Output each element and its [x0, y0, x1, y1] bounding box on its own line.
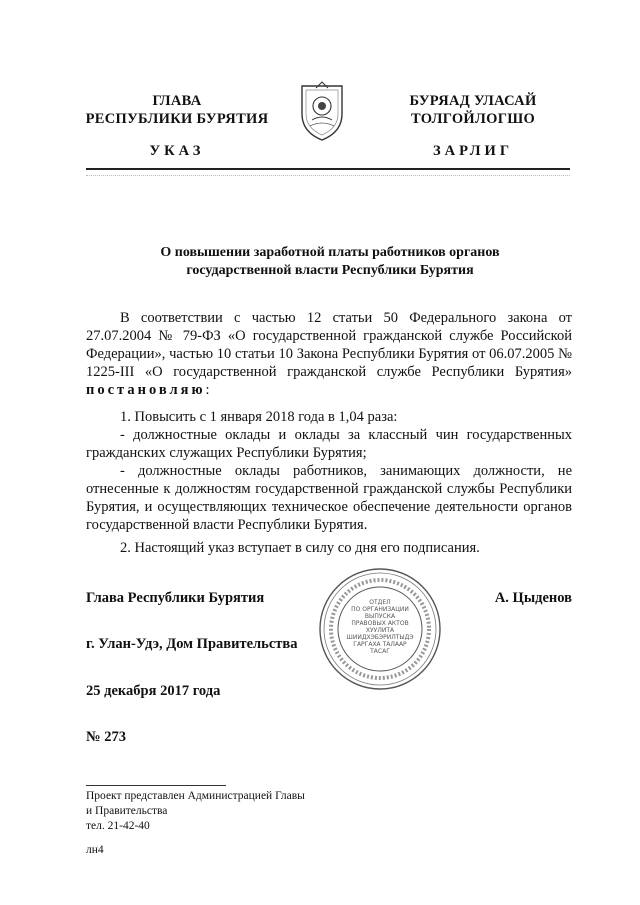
document-title: [100, 244, 560, 280]
stamp-line: ПО ОРГАНИЗАЦИИ: [351, 606, 409, 613]
stamp-line: ТАСАГ: [370, 648, 390, 655]
decree-colon: :: [205, 382, 210, 398]
footer-line1: Проект представлен Администрацией Главы: [86, 790, 305, 802]
document-title-line2: государственной власти Республики Бурятия: [186, 263, 474, 278]
item-1: 1. Повысить с 1 января 2018 года в 1,04 раза:: [120, 409, 398, 425]
document-title-line1: О повышении заработной платы работников органов: [160, 245, 500, 260]
signature-position: Глава Республики Бурятия: [86, 590, 265, 606]
stamp-line: ШИИДХЭБЭРИЛТЫДЭ: [346, 634, 414, 641]
header-left-doc-type: УКАЗ: [149, 143, 205, 159]
header-dotted-line: [86, 175, 570, 176]
header-left-title: ГЛАВА: [152, 93, 202, 109]
preamble-text: В соответствии с частью 12 статьи 50 Федерального закона от 27.07.2004 № 79-ФЗ «О государственной гражданской службе Российской Федерации», частью 10 статьи 10 Закона Республики Бурятия от 06.07.2005 № 1225-III «О государственной гражданской службе Республики Бурятия»: [86, 310, 572, 380]
signature-place: г. Улан-Удэ, Дом Правительства: [86, 636, 298, 652]
coat-of-arms-icon: [298, 80, 346, 142]
decree-word: постановляю: [86, 382, 206, 398]
signature-name: А. Цыденов: [494, 590, 572, 606]
official-stamp: [318, 567, 442, 691]
header-right-title: БУРЯАД УЛАСАЙ: [409, 93, 537, 109]
stamp-line: ПРАВОВЫХ АКТОВ: [351, 620, 409, 627]
header-divider: [86, 168, 570, 170]
footer-divider: [86, 785, 226, 786]
document-number: № 273: [86, 729, 126, 745]
header-right-subtitle: ТОЛГОЙЛОГШО: [410, 111, 536, 127]
header-right-doc-type: ЗАРЛИГ: [432, 143, 514, 159]
item-2: 2. Настоящий указ вступает в силу со дня его подписания.: [120, 540, 480, 556]
signature-date: 25 декабря 2017 года: [86, 683, 221, 699]
stamp-text: [338, 599, 422, 655]
header-left-subtitle: РЕСПУБЛИКИ БУРЯТИЯ: [85, 111, 269, 127]
item-1-a: - должностные оклады и оклады за классный чин государственных гражданских служащих Республики Бурятия;: [86, 427, 572, 461]
footer-initials: лн4: [86, 844, 104, 856]
footer-line3: тел. 21-42-40: [86, 820, 150, 832]
footer-line2: и Правительства: [86, 805, 168, 817]
preamble-paragraph: [86, 309, 572, 399]
item-1-b: - должностные оклады работников, занимающих должности, не отнесенные к должностям государственной гражданской службы Республики Бурятия, и осуществляющих техническое обеспечение деятельности органов государственной власти Республики Бурятия.: [86, 463, 572, 533]
stamp-line: ВЫПУСКА: [364, 613, 396, 620]
footer-note: [86, 789, 305, 834]
stamp-line: ХУУЛИТА: [365, 627, 395, 634]
stamp-line: ОТДЕЛ: [369, 599, 391, 606]
stamp-line: ГАРГАХА ТАЛААР: [353, 641, 407, 648]
